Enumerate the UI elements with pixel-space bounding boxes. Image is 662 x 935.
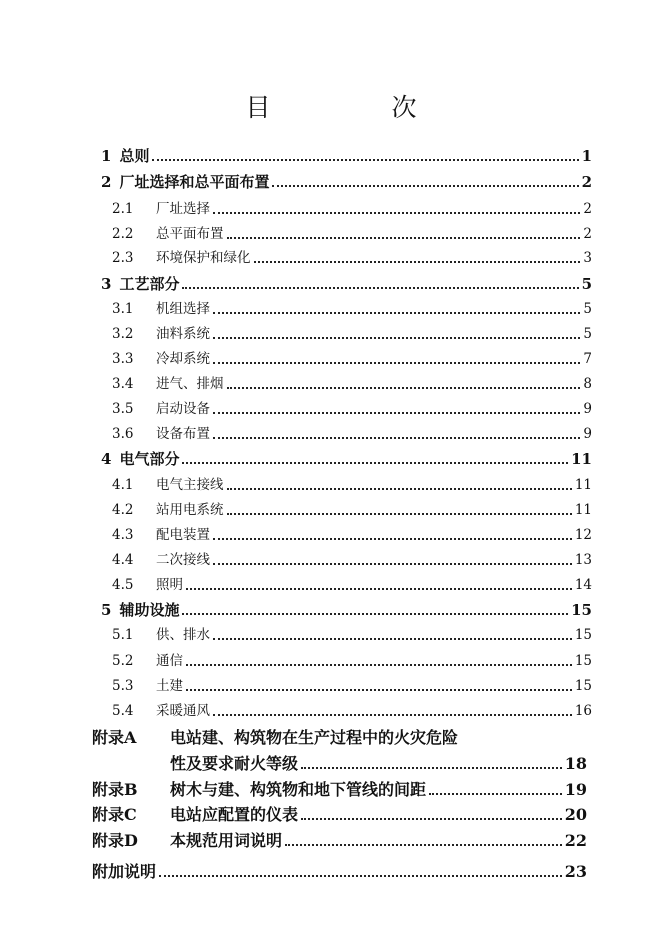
section-title: 通信 (156, 653, 183, 669)
section-number: 4.4 (112, 552, 134, 568)
page-number: 1 (581, 147, 592, 165)
dot-leader (429, 793, 562, 795)
section-title: 电气部分 (119, 450, 180, 468)
section-title: 设备布置 (156, 426, 210, 442)
appendix-number: 附录A (92, 728, 137, 747)
page-number: 22 (564, 831, 587, 850)
toc-entry (112, 298, 592, 320)
dot-leader (182, 287, 578, 289)
page-number: 5 (581, 275, 592, 293)
dot-leader (254, 261, 581, 263)
section-title: 冷却系统 (156, 351, 210, 367)
page-number: 15 (574, 627, 592, 643)
section-number: 2.1 (112, 201, 134, 217)
section-title: 总平面布置 (156, 226, 224, 242)
appendix-title-cont: 性及要求耐火等级 (170, 754, 299, 773)
dot-leader (213, 563, 572, 565)
dot-leader (213, 337, 580, 339)
dot-leader (213, 638, 572, 640)
appendix-continuation (170, 753, 587, 775)
page-number: 14 (574, 577, 592, 593)
page-number: 18 (564, 754, 587, 773)
dot-leader (186, 664, 572, 666)
section-title: 供、排水 (156, 627, 210, 643)
appendix-entry (92, 779, 587, 801)
dot-leader (159, 875, 562, 877)
toc-entry (101, 448, 592, 470)
section-number: 4 (101, 450, 112, 468)
appendix-title: 电站建、构筑物在生产过程中的火灾危险 (170, 728, 459, 747)
dot-leader (152, 159, 578, 161)
page-number: 15 (574, 678, 592, 694)
page-number: 15 (571, 601, 592, 619)
toc-entry (112, 524, 592, 546)
toc-entry (101, 273, 592, 295)
dot-leader (285, 844, 562, 846)
dot-leader (227, 387, 581, 389)
appendix-number: 附录C (92, 805, 137, 824)
page-number: 3 (583, 250, 592, 266)
page-number: 9 (583, 426, 592, 442)
appendix-entry (92, 830, 587, 852)
page-number: 19 (564, 780, 587, 799)
appendix-title: 树木与建、构筑物和地下管线的间距 (170, 780, 427, 799)
section-number: 3.3 (112, 351, 134, 367)
toc-entry (112, 474, 592, 496)
section-number: 3.6 (112, 426, 134, 442)
toc-entry (112, 675, 592, 697)
page-number: 16 (574, 703, 592, 719)
page-number: 11 (574, 502, 592, 518)
toc-entry (112, 373, 592, 395)
page-number: 8 (583, 376, 592, 392)
section-title: 环境保护和绿化 (156, 250, 251, 266)
toc-entry (112, 423, 592, 445)
section-number: 2.2 (112, 226, 134, 242)
dot-leader (213, 312, 580, 314)
section-number: 5 (101, 601, 112, 619)
extra-notes-entry (92, 861, 587, 883)
section-title: 土建 (156, 678, 183, 694)
toc-entry (112, 348, 592, 370)
page-number: 5 (583, 326, 592, 342)
page-number: 15 (574, 653, 592, 669)
page-number: 20 (564, 805, 587, 824)
toc-entry (112, 398, 592, 420)
section-number: 2.3 (112, 250, 134, 266)
dot-leader (301, 818, 562, 820)
toc-entry (101, 171, 592, 193)
dot-leader (227, 513, 572, 515)
toc-entry (112, 247, 592, 269)
dot-leader (213, 412, 580, 414)
dot-leader (301, 767, 562, 769)
page-number: 12 (574, 527, 592, 543)
dot-leader (227, 488, 572, 490)
section-title: 总则 (119, 147, 150, 165)
appendix-title: 电站应配置的仪表 (170, 805, 299, 824)
section-title: 二次接线 (156, 552, 210, 568)
dot-leader (213, 212, 580, 214)
section-number: 5.2 (112, 653, 134, 669)
dot-leader (227, 237, 581, 239)
toc-entry (112, 624, 592, 646)
section-number: 3.2 (112, 326, 134, 342)
dot-leader (272, 185, 578, 187)
section-number: 3.5 (112, 401, 134, 417)
page-number: 11 (574, 477, 592, 493)
dot-leader (182, 462, 568, 464)
dot-leader (186, 689, 572, 691)
toc-entry (112, 323, 592, 345)
section-number: 4.5 (112, 577, 134, 593)
page-number: 7 (583, 351, 592, 367)
section-number: 5.3 (112, 678, 134, 694)
section-number: 4.1 (112, 477, 134, 493)
page-number: 5 (583, 301, 592, 317)
section-title: 照明 (156, 577, 183, 593)
section-title: 采暖通风 (156, 703, 210, 719)
page-number: 2 (581, 173, 592, 191)
toc-entry (112, 198, 592, 220)
section-title: 油料系统 (156, 326, 210, 342)
page-number: 2 (583, 226, 592, 242)
page-number: 23 (564, 862, 587, 881)
appendix-number: 附录D (92, 831, 138, 850)
page-number: 13 (574, 552, 592, 568)
dot-leader (213, 362, 580, 364)
appendix-title: 本规范用词说明 (170, 831, 283, 850)
toc-entry (112, 574, 592, 596)
section-number: 3.1 (112, 301, 134, 317)
page-number: 2 (583, 201, 592, 217)
appendix-entry (92, 727, 587, 749)
section-title: 启动设备 (156, 401, 210, 417)
page-title: 目 次 (245, 93, 465, 122)
section-title: 站用电系统 (156, 502, 224, 518)
section-number: 5.1 (112, 627, 134, 643)
section-title: 进气、排烟 (156, 376, 224, 392)
appendix-number: 附录B (92, 780, 138, 799)
page-number: 11 (571, 450, 592, 468)
section-title: 厂址选择 (156, 201, 210, 217)
section-number: 3.4 (112, 376, 134, 392)
toc-entry (112, 223, 592, 245)
section-title: 配电装置 (156, 527, 210, 543)
section-number: 5.4 (112, 703, 134, 719)
dot-leader (213, 714, 572, 716)
section-title: 辅助设施 (119, 601, 180, 619)
section-title: 工艺部分 (119, 275, 180, 293)
dot-leader (213, 538, 572, 540)
toc-entry (112, 650, 592, 672)
dot-leader (182, 613, 568, 615)
section-number: 4.2 (112, 502, 134, 518)
toc-entry (101, 145, 592, 167)
dot-leader (213, 437, 580, 439)
section-title: 厂址选择和总平面布置 (119, 173, 270, 191)
page-number: 9 (583, 401, 592, 417)
toc-entry (112, 549, 592, 571)
extra-notes-title: 附加说明 (92, 862, 157, 881)
section-number: 4.3 (112, 527, 134, 543)
toc-entry (112, 700, 592, 722)
section-number: 2 (101, 173, 112, 191)
dot-leader (186, 588, 572, 590)
section-number: 3 (101, 275, 112, 293)
appendix-entry (92, 804, 587, 826)
section-number: 1 (101, 147, 112, 165)
section-title: 电气主接线 (156, 477, 224, 493)
toc-entry (101, 599, 592, 621)
toc-entry (112, 499, 592, 521)
section-title: 机组选择 (156, 301, 210, 317)
